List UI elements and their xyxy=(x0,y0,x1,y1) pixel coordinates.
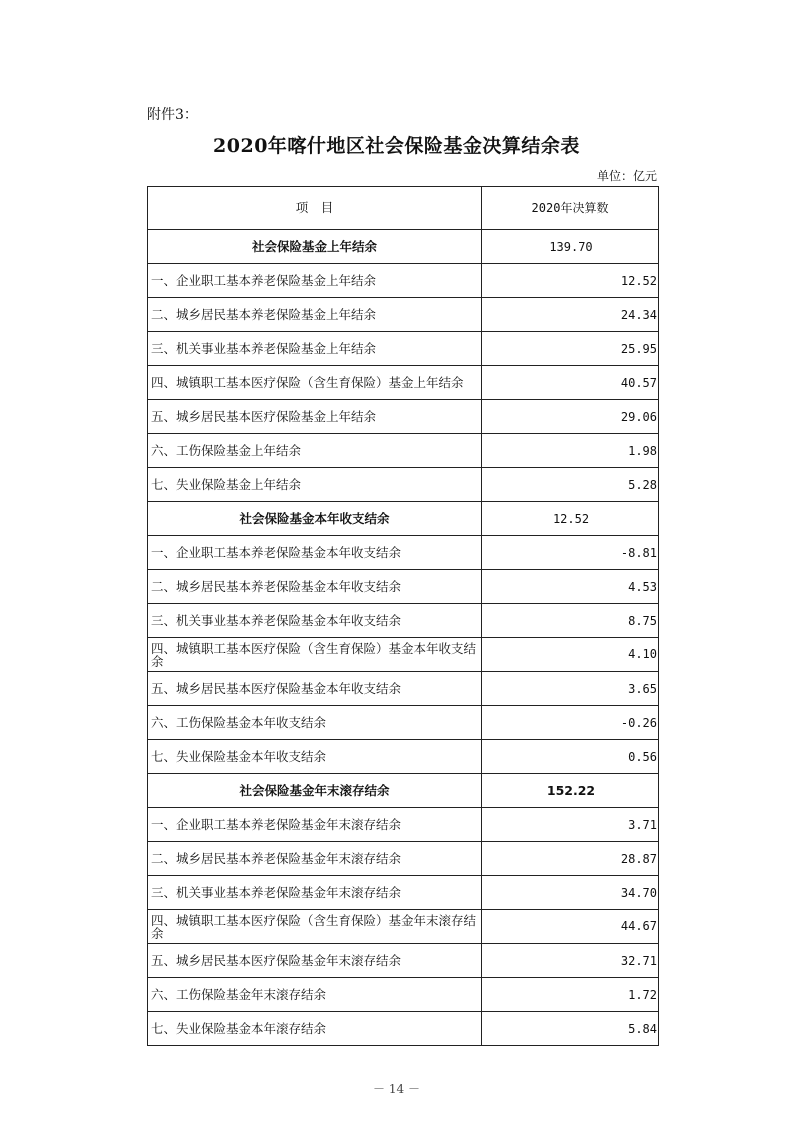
table-row xyxy=(148,944,659,978)
row-value: 40.57 xyxy=(482,366,659,400)
table-header-row xyxy=(148,187,659,230)
row-value: 8.75 xyxy=(482,604,659,638)
settlement-table xyxy=(147,186,659,1046)
row-value: 139.70 xyxy=(482,230,659,264)
page-number: － 14 － xyxy=(373,1082,420,1096)
table-row xyxy=(148,298,659,332)
row-value: 32.71 xyxy=(482,944,659,978)
table-row xyxy=(148,672,659,706)
row-item: 一、企业职工基本养老保险基金上年结余 xyxy=(148,264,482,298)
table-row xyxy=(148,434,659,468)
row-item: 社会保险基金本年收支结余 xyxy=(148,502,482,536)
row-item: 三、机关事业基本养老保险基金本年收支结余 xyxy=(148,604,482,638)
header-item: 项 目 xyxy=(148,187,482,230)
section-row xyxy=(148,774,659,808)
row-item: 四、城镇职工基本医疗保险（含生育保险）基金上年结余 xyxy=(148,366,482,400)
row-value: -8.81 xyxy=(482,536,659,570)
table-row xyxy=(148,978,659,1012)
row-value: -0.26 xyxy=(482,706,659,740)
row-value: 28.87 xyxy=(482,842,659,876)
row-item: 四、城镇职工基本医疗保险（含生育保险）基金年末滚存结余 xyxy=(148,910,482,944)
table-row xyxy=(148,570,659,604)
table-row xyxy=(148,638,659,672)
row-value: 152.22 xyxy=(482,774,659,808)
table-row xyxy=(148,264,659,298)
row-item: 五、城乡居民基本医疗保险基金年末滚存结余 xyxy=(148,944,482,978)
row-value: 5.28 xyxy=(482,468,659,502)
table-row xyxy=(148,706,659,740)
section-row xyxy=(148,230,659,264)
row-value: 29.06 xyxy=(482,400,659,434)
row-item: 六、工伤保险基金本年收支结余 xyxy=(148,706,482,740)
table-row xyxy=(148,1012,659,1046)
row-item: 社会保险基金年末滚存结余 xyxy=(148,774,482,808)
table-row xyxy=(148,876,659,910)
row-item: 六、工伤保险基金上年结余 xyxy=(148,434,482,468)
row-value: 4.10 xyxy=(482,638,659,672)
row-item: 七、失业保险基金上年结余 xyxy=(148,468,482,502)
table-row xyxy=(148,332,659,366)
row-item: 三、机关事业基本养老保险基金上年结余 xyxy=(148,332,482,366)
attachment-label: 附件3： xyxy=(147,107,198,123)
table-row xyxy=(148,400,659,434)
row-item: 五、城乡居民基本医疗保险基金上年结余 xyxy=(148,400,482,434)
row-item: 二、城乡居民基本养老保险基金本年收支结余 xyxy=(148,570,482,604)
row-value: 12.52 xyxy=(482,264,659,298)
section-row xyxy=(148,502,659,536)
table-row xyxy=(148,910,659,944)
row-value: 1.98 xyxy=(482,434,659,468)
page-title: 2020年喀什地区社会保险基金决算结余表 xyxy=(213,135,580,157)
row-value: 0.56 xyxy=(482,740,659,774)
row-item: 七、失业保险基金本年收支结余 xyxy=(148,740,482,774)
row-item: 三、机关事业基本养老保险基金年末滚存结余 xyxy=(148,876,482,910)
row-value: 34.70 xyxy=(482,876,659,910)
row-value: 3.71 xyxy=(482,808,659,842)
table-row xyxy=(148,468,659,502)
row-value: 24.34 xyxy=(482,298,659,332)
row-item: 二、城乡居民基本养老保险基金上年结余 xyxy=(148,298,482,332)
table-row xyxy=(148,536,659,570)
row-value: 25.95 xyxy=(482,332,659,366)
table-row xyxy=(148,808,659,842)
row-item: 四、城镇职工基本医疗保险（含生育保险）基金本年收支结余 xyxy=(148,638,482,672)
row-value: 4.53 xyxy=(482,570,659,604)
table-row xyxy=(148,604,659,638)
table-row xyxy=(148,842,659,876)
row-item: 六、工伤保险基金年末滚存结余 xyxy=(148,978,482,1012)
row-item: 七、失业保险基金本年滚存结余 xyxy=(148,1012,482,1046)
row-item: 一、企业职工基本养老保险基金本年收支结余 xyxy=(148,536,482,570)
table-row xyxy=(148,366,659,400)
header-value: 2020年决算数 xyxy=(482,187,659,230)
row-value: 1.72 xyxy=(482,978,659,1012)
row-value: 5.84 xyxy=(482,1012,659,1046)
table-row xyxy=(148,740,659,774)
row-item: 一、企业职工基本养老保险基金年末滚存结余 xyxy=(148,808,482,842)
unit-label: 单位：亿元 xyxy=(596,169,657,183)
row-value: 44.67 xyxy=(482,910,659,944)
row-item: 二、城乡居民基本养老保险基金年末滚存结余 xyxy=(148,842,482,876)
row-item: 社会保险基金上年结余 xyxy=(148,230,482,264)
row-item: 五、城乡居民基本医疗保险基金本年收支结余 xyxy=(148,672,482,706)
row-value: 3.65 xyxy=(482,672,659,706)
row-value: 12.52 xyxy=(482,502,659,536)
